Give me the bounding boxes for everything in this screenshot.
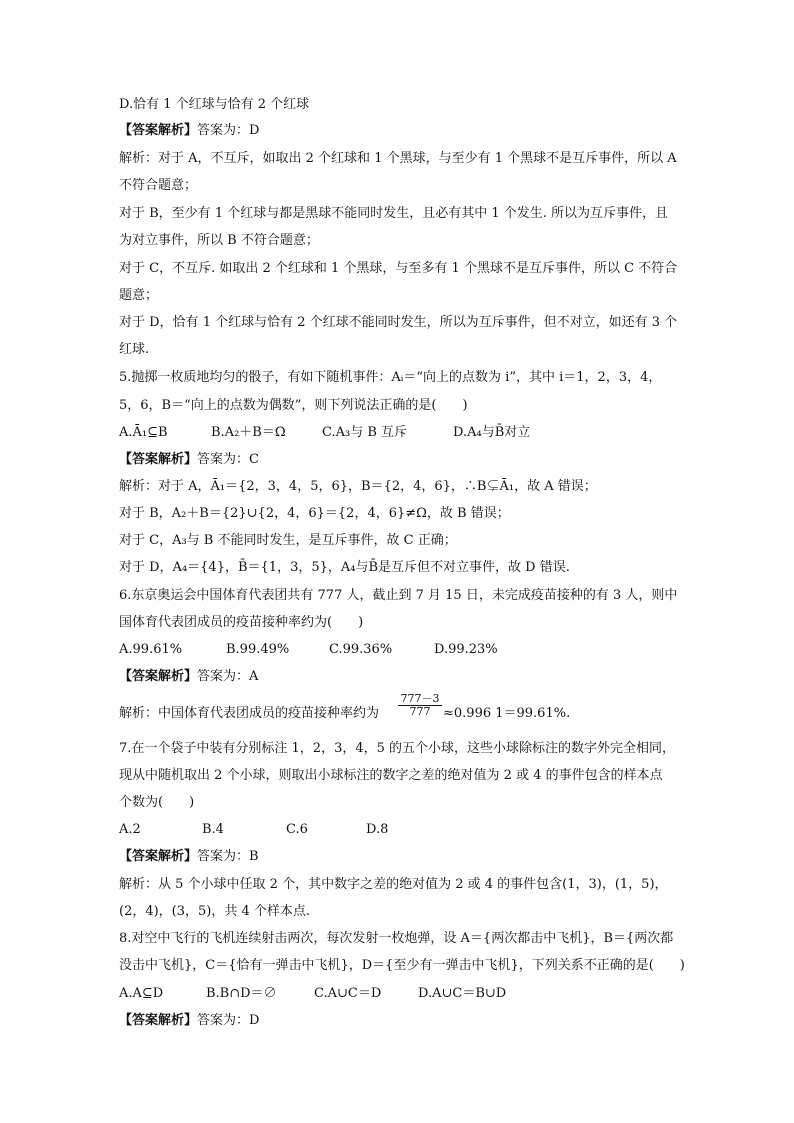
q4-analysis-line: 为对立事件，所以 B 不符合题意；: [119, 233, 319, 248]
q6-fraction-numerator: 777－3: [398, 693, 442, 706]
q4-analysis-line: 解析：对于 A，不互斥，如取出 2 个红球和 1 个黑球，与至少有 1 个黑球不是互斥事件，所以 A: [119, 151, 677, 166]
q5-analysis-line: 解析：对于 A，Ā₁＝{2，3，4，5，6}，B＝{2，4，6}，∴B⊊Ā₁，故 A 错误；: [119, 479, 597, 494]
q4-option-d: D.恰有 1 个红球与恰有 2 个红球: [119, 97, 310, 112]
answer-header: 【答案解析】: [119, 849, 198, 864]
q4-analysis-line: 对于 B，至少有 1 个红球与都是黑球不能同时发生，且必有其中 1 个发生. 所以为互斥事件，且: [119, 206, 669, 221]
q8-option-d: D.A∪C＝B∪D: [418, 986, 507, 1001]
q7-option-c: C.6: [286, 822, 308, 837]
q8-option-b: B.B∩D＝∅: [206, 986, 277, 1001]
answer-header: 【答案解析】: [119, 669, 198, 684]
q4-answer: 答案为：D: [197, 123, 260, 138]
q6-answer-line: [119, 668, 258, 686]
q8-option-a: A.A⊆D: [119, 986, 164, 1001]
q5-answer-line: [119, 451, 259, 469]
q7-option-b: B.4: [202, 822, 224, 837]
q8-answer: 答案为：D: [197, 1013, 260, 1028]
q7-analysis-line: (2，4)，(3，5)，共 4 个样本点.: [119, 904, 311, 919]
q4-analysis-line: 红球.: [119, 342, 150, 357]
q5-analysis-line: 对于 D，A₄＝{4}，B̄＝{1，3，5}，A₄与B̄是互斥但不对立事件，故 D 错误.: [119, 560, 570, 575]
q7-stem-line: 现从中随机取出 2 个小球，则取出小球标注的数字之差的绝对值为 2 或 4 的事件包含的样本点: [119, 768, 663, 783]
q5-analysis-line: 对于 B，A₂＋B＝{2}∪{2，4，6}＝{2，4，6}≠Ω，故 B 错误；: [119, 506, 510, 521]
q5-option-a: A.Ā₁⊆B: [119, 425, 168, 440]
q5-option-b: B.A₂＋B＝Ω: [211, 425, 286, 440]
q7-analysis-line: 解析：从 5 个小球中任取 2 个，其中数字之差的绝对值为 2 或 4 的事件包含(1，3)，(1，5)，: [119, 877, 668, 892]
q4-analysis-line: 题意；: [119, 288, 159, 303]
q6-option-b: B.99.49%: [226, 642, 290, 657]
q6-option-c: C.99.36%: [329, 642, 393, 657]
q5-option-c: C.A₃与 B 互斥: [322, 425, 408, 440]
q6-stem-line: 6.东京奥运会中国体育代表团共有 777 人，截止到 7 月 15 日，未完成疫苗接种的有 3 人，则中: [119, 588, 678, 603]
q6-option-a: A.99.61%: [119, 642, 183, 657]
answer-header: 【答案解析】: [119, 452, 198, 467]
q8-stem-line: 8.对空中飞行的飞机连续射击两次，每次发射一枚炮弹，设 A＝{两次都击中飞机}，B＝{两次都: [119, 931, 674, 946]
q8-stem-line: 没击中飞机}，C＝{恰有一弹击中飞机}，D＝{至少有一弹击中飞机}，下列关系不正确的是( ): [119, 958, 685, 973]
q4-analysis-line: 对于 D，恰有 1 个红球与恰有 2 个红球不能同时发生，所以为互斥事件，但不对立，如还有 3 个: [119, 315, 678, 330]
q6-stem-line: 国体育代表团成员的疫苗接种率约为( ): [119, 615, 364, 630]
q6-fraction: [398, 693, 442, 718]
q4-analysis-line: 对于 C，不互斥. 如取出 2 个红球和 1 个黑球，与至多有 1 个黑球不是互斥事件，所以 C 不符合: [119, 261, 678, 276]
q4-answer-line: [119, 122, 259, 140]
q5-stem-line: 5，6，B＝“向上的点数为偶数”，则下列说法正确的是( ): [119, 398, 468, 413]
answer-header: 【答案解析】: [119, 123, 198, 138]
q6-answer: 答案为：A: [197, 669, 259, 684]
q5-stem-line: 5.抛掷一枚质地均匀的骰子，有如下随机事件：Aᵢ＝“向上的点数为 i”，其中 i＝1，2，3，4，: [119, 370, 662, 385]
q5-option-d: D.A₄与B̄对立: [453, 425, 531, 440]
q8-option-c: C.A∪C＝D: [314, 986, 382, 1001]
q7-stem-line: 个数为( ): [119, 795, 195, 810]
q7-option-a: A.2: [119, 822, 141, 837]
q7-answer-line: [119, 848, 259, 866]
q6-option-d: D.99.23%: [434, 642, 498, 657]
q4-analysis-line: 不符合题意；: [119, 178, 198, 193]
q6-fraction-denominator: 777: [409, 705, 431, 718]
q6-analysis-suffix: ≈0.996 1＝99.61%.: [443, 706, 571, 721]
q7-option-d: D.8: [366, 822, 389, 837]
q5-analysis-line: 对于 C，A₃与 B 不能同时发生，是互斥事件，故 C 正确；: [119, 533, 457, 548]
q5-answer: 答案为：C: [197, 452, 259, 467]
q8-answer-line: [119, 1012, 259, 1030]
q7-answer: 答案为：B: [197, 849, 259, 864]
answer-header: 【答案解析】: [119, 1013, 198, 1028]
q7-stem-line: 7.在一个袋子中装有分别标注 1，2，3，4，5 的五个小球，这些小球除标注的数字外完全相同，: [119, 741, 676, 756]
q6-analysis-prefix: 解析：中国体育代表团成员的疫苗接种率约为: [119, 706, 380, 721]
